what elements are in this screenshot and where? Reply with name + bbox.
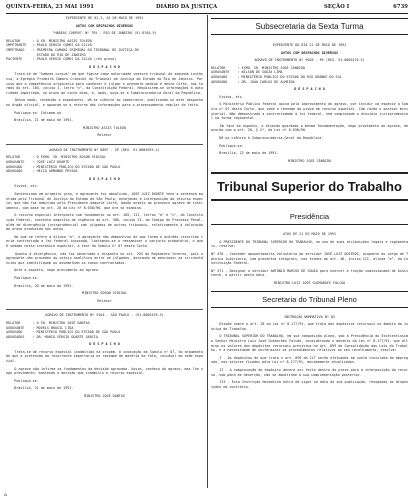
section-separator <box>6 144 203 145</box>
section-title: Secretaria do Tribunal Pleno <box>211 291 408 308</box>
text-paragraph: O TRIBUNAL SUPERIOR DO TRABALHO, em sua composição plena, sob a Presidência do Excelentíssimo Senhor Ministro Luiz José Guimarães Falcão, considerando o advento da Lei nº 8.177/91, que alterou os valores dos depósitos recursais previstos no art. 899 da Consolidação das Leis do Trabalho, e a necessidade de uniformizar os procedimentos relativos ao seu recolhimento, resolve: <box>211 334 408 353</box>
header-publication: DIÁRIO DA JUSTIÇA <box>156 4 218 10</box>
text-paragraph: Publique-se. Intimem-se. <box>6 110 64 115</box>
text-paragraph: Em face do exposto, e dizendo guardado a mesma fundamentação, nego provimento ao agravo, de acordo com o art. 28, § 2º, da Lei nº 8.038/90. <box>211 123 411 133</box>
header-section: SEÇÃO I <box>324 4 350 10</box>
subsection-title: Subsecretaria da Sexta Turma <box>211 18 408 35</box>
centered-line: "HABEAS CORPUS" Nº 795 - RIO DE JANEIRO (91.0765-9) <box>52 31 157 36</box>
text-paragraph: RELATOR : O SR. MINISTRO JOSÉ DANTAS AGRAVANTE : MOVEIS BRASIL LTDA AGRAVADO : MINISTÉRIO PÚBLICO DO ESTADO DE SÃO PAULO ADVOGADOS : DR. MÁRIO SÉRGIO DUARTE GARCIA <box>6 320 121 339</box>
block-heading: AUTOS COM DESPACHOS DIVERSOS <box>75 23 134 28</box>
text-paragraph: O PRESIDENTE DO TRIBUNAL SUPERIOR DO TRABALHO, no uso de suas atribuições legais e regimentais, resolve: <box>211 239 408 249</box>
text-paragraph: Nº 471 - Designar o servidor ANTÔNIO MARCOS DE SOUZA para exercer a função comissionada de Assistente, a partir desta data. <box>211 268 408 278</box>
centered-line: MINISTRO ASSIS TOLEDO <box>83 125 126 130</box>
text-paragraph: Ante o exposto, nego provimento ao agravo. <box>6 268 100 273</box>
text-paragraph: Desse modo, recebido o expediente, dê-se ciência ao impetrante, publicando-se este despacho no órgão oficial, e aguarde-se o retorno das informações para o processamento regular do feito. <box>6 98 206 107</box>
text-paragraph: RELATOR : O EXMO. SR. MINISTRO EDSON VIDIGAL AGRAVANTE : JOSÉ LUIZ DUARTE AGRAVADO : MINISTÉRIO PÚBLICO DO ESTADO DE SÃO PAULO ADVOGADO : HÉLIO ARMANDO PESSOA <box>6 155 121 174</box>
text-paragraph: Publique-se. <box>211 143 244 148</box>
text-paragraph: Brasília, 21 de maio de 1991. <box>6 386 74 391</box>
text-paragraph: RELATOR : EXMO. SR. MINISTRO JOSÉ CÂNDIDO AGRAVANTE : NILSON DE SOUZA LIMA AGRAVADO : MINISTÉRIO PÚBLICO DO ESTADO DO RIO GRANDE DO SUL ADVOGADO : DR. JOÃO CARLOS DE ALMEIDA <box>211 65 342 84</box>
centered-line: Relator <box>97 298 112 303</box>
centered-line: MINISTRO EDSON VIDIGAL <box>82 291 127 296</box>
section-separator <box>6 309 203 310</box>
text-paragraph: Brasília, 22 de maio de 1991. <box>211 151 279 156</box>
centered-line: AGRAVO DE INSTRUMENTO Nº 8897 - SP (REG. 91.0004993-1) <box>49 147 160 152</box>
text-paragraph: Dê-se ciência à Subprocuradoria-Geral da República. <box>211 135 324 140</box>
text-paragraph: Vistos, etc. <box>6 184 39 189</box>
text-paragraph: Brasília, 20 de maio de 1991. <box>6 283 74 288</box>
footer-mark: a <box>4 492 7 498</box>
centered-line: EXPEDIENTE DO DIA 21 DE MAIO DE 1991 <box>272 43 347 47</box>
text-paragraph: Dispõe sobre o art. 28 da Lei nº 8.177/91, que trata dos depósitos recursais no âmbito da Justiça do Trabalho. <box>211 322 408 331</box>
header-page-number: 6739 <box>393 4 408 10</box>
centered-line: INSTRUÇÃO NORMATIVA Nº 02 <box>283 314 336 319</box>
centered-line: MINISTRO JOSÉ CÂNDIDO <box>288 158 331 163</box>
centered-line: MINISTRO LUIZ JOSÉ GUIMARÃES FALCÃO <box>273 281 346 286</box>
text-paragraph: Nº 470 - Conceder aposentadoria voluntária ao servidor JOSÉ LUIZ QUEIROZ, ocupante do cargo de Técnico Judiciário, com proventos integrais, nos termos do art. 40, inciso III, alínea "a", da Constituição Federal. <box>211 252 408 266</box>
centered-line: AGRAVO DE INSTRUMENTO Nº 9104 - SÃO PAULO - (91.0005476-5) <box>45 313 164 318</box>
block-heading: AUTOS COM DESPACHOS DIVERSOS <box>280 50 339 55</box>
text-paragraph: Trata-se de "habeas corpus" em que figura como autoridade coatora tribunal de segunda instância, a Egrégia Primeira Câmara Criminal do Tribunal de Justiça do Estado do Rio de Janeiro. Por isso que a competência originária para conhecer e julgar o presente pedido é desta Corte, nos termos do art. 105, inciso I, letra "c", da Constituição Federal. Requisitem-se informações à autoridade impetrada, no prazo de cinco dias, e, após, ouça-se a Subprocuradoria Geral da República. <box>6 72 206 95</box>
text-paragraph: Brasília, 21 de maio de 1991. <box>6 118 74 123</box>
right-column <box>211 16 411 492</box>
text-paragraph: RELATOR : O SR. MINISTRO ASSIS TOLEDO IMPETRANTE : PAULO SERGIO COMES DA SILVA IMPETRADO : PRIMEIRA CAMARA CRIMINAL DO TRIBUNAL DE JUSTIÇA DO ESTADO DO RIO DE JANEIRO PACIENTE : PAULO SERGIO COMES DA SILVA (réu preso) <box>6 38 139 62</box>
left-column <box>6 16 206 492</box>
text-paragraph: Publique-se. <box>6 378 39 383</box>
block-heading: D E S P A C H O <box>89 176 120 181</box>
text-paragraph: Trata-se de recurso especial inadmitido na origem, à invocação da Súmula nº 07, ao argumento de que a pretensão do recorrente importaria no reexame de matéria de fato, inviável em sede especial. <box>6 349 206 364</box>
court-title: Tribunal Superior do Trabalho <box>211 172 408 201</box>
text-paragraph: Quanto à divergência, não foi observado o disposto no art. 255 do Regimento Interno, pois o agravante não procedeu ao cotejo analítico entre os julgados, deixando de mencionar as circunstâncias que identifiquem ou assemelhem os casos confrontados. <box>6 251 206 265</box>
centered-line: EXPEDIENTE DE 02.2, 61 DE MAIO DE 1991 <box>65 16 144 20</box>
text-paragraph: II - A comprovação do depósito deverá ser feita dentro do prazo para a interposição do recurso, sob pena de deserção, não se admitindo a sua complementação posterior. <box>211 367 408 377</box>
text-paragraph: III - Esta Instrução Normativa entra em vigor na data de sua publicação, revogadas as disposições em contrário. <box>211 380 408 389</box>
text-paragraph: O Ministério Público Federal opina pela improvimento do agravo, por incidir na espécie a Súmula nº 07 desta Corte, que veda o reexame de prova em recurso especial. Com razão o parecer ministerial. Não demonstrada a contrariedade à lei federal, nem comprovado o dissídio jurisprudencial na forma regimental. <box>211 102 408 121</box>
text-paragraph: O agravo não infirma os fundamentos da decisão agravada. Assim, conheço do agravo, mas lhe nego provimento, mantendo a decisão que inadmitiu o recurso especial. <box>6 366 203 376</box>
centered-line: Relator <box>97 133 112 138</box>
block-heading: D E S P A C H O <box>89 64 120 69</box>
text-paragraph: I - Os depósitos de que trata o art. 899 da CLT serão efetuados em conta vinculada do empregado, nos valores fixados pela Lei nº 8.177/91, devidamente atualizados. <box>211 355 408 365</box>
header-date: QUINTA-FEIRA, 23 MAI 1991 <box>6 4 94 10</box>
header-rule <box>6 13 408 14</box>
text-paragraph: O recurso especial interposto com fundamento no art. 105, III, letras "a" e "c", da Constituição Federal, sustenta negativa de vigência ao art. 386, inciso VI, do Código de Processo Penal, além de divergência jurisprudencial com julgados de outros tribunais, relativamente à valoração da prova produzida nos autos. <box>6 213 206 232</box>
section-title: Presidência <box>211 209 408 225</box>
block-heading: D E S P A C H O <box>294 87 325 92</box>
text-paragraph: Vistos, etc. <box>211 94 244 99</box>
centered-line: ATOS DE 21 DE MAIO DE 1991 <box>282 232 337 237</box>
text-paragraph: Sentenciado em primeiro grau, o agravante foi absolvido, JOSÉ LUIZ DUARTE teve a sentença mantida pelo Tribunal de Justiça do Estado de São Paulo, ensejando a interposição do recurso especial que não foi admitido pelo Presidente daquela Corte, dando ensejo ao presente agravo de instrumento, com base no art. 28 da Lei nº 8.038/90, que ora se examina. <box>6 192 203 210</box>
text-paragraph: No que se refere à alínea "a", o agravante não demonstrou de que forma o acórdão recorrido teria contrariado a lei federal invocada, limitando-se a reexaminar o conjunto probatório, o que é vedado nesta instância especial, a teor da Súmula nº 07 desta Corte. <box>6 234 206 248</box>
centered-line: AGRAVO DE INSTRUMENTO Nº 9026 - RS (REG. 91.0005476-5) <box>254 58 365 63</box>
column-divider <box>207 15 208 488</box>
block-heading: D E S P A C H O <box>89 342 120 347</box>
centered-line: MINISTRO JOSÉ DANTAS <box>84 394 125 399</box>
text-paragraph: Publique-se. <box>6 275 39 280</box>
